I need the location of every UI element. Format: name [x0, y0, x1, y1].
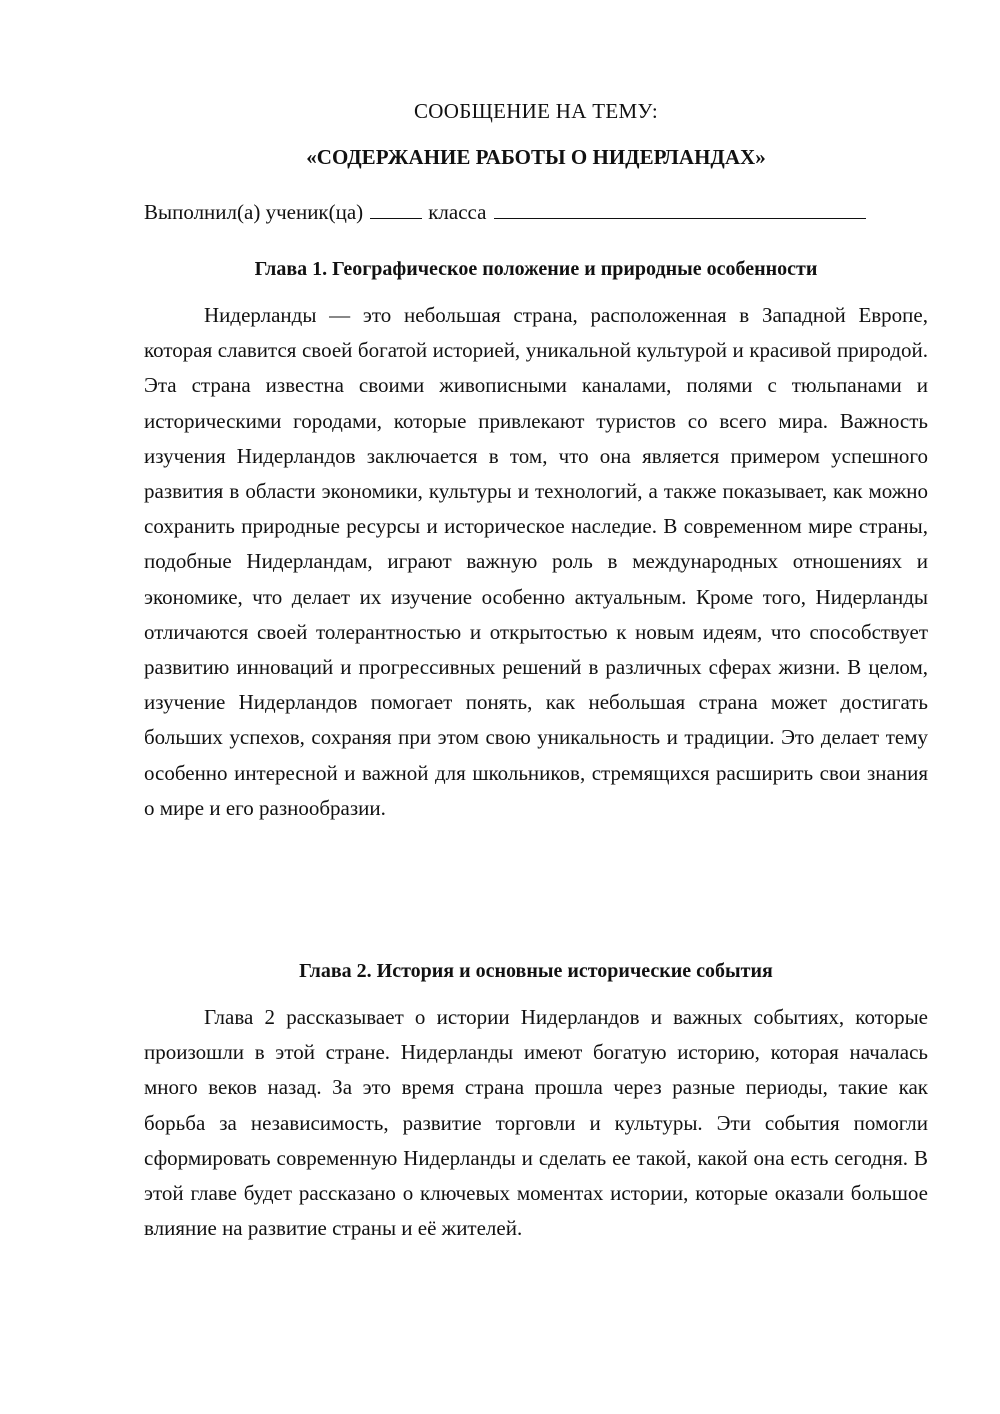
document-title-line-2: «СОДЕРЖАНИЕ РАБОТЫ О НИДЕРЛАНДАХ»: [306, 145, 766, 169]
student-name-blank: [494, 200, 866, 219]
class-number-blank: [370, 200, 422, 219]
document-title-line-1: СООБЩЕНИЕ НА ТЕМУ:: [413, 99, 659, 123]
chapter-1-heading: Глава 1. Географическое положение и природные особенности: [254, 258, 818, 280]
author-line: [144, 200, 928, 224]
class-label: класса: [428, 200, 487, 224]
chapter-2-paragraph: Глава 2 рассказывает о истории Нидерландов и важных событиях, которые произошли в этой стране. Нидерланды имеют богатую историю, которая началась много веков назад. За это время страна прошла через разные периоды, такие как борьба за независимость, развитие торговли и культуры. Эти события помогли сформировать современную Нидерланды и сделать ее такой, какой она есть сегодня. В этой главе будет рассказано о ключевых моментах истории, которые оказали большое влияние на развитие страны и её жителей.: [144, 1005, 928, 1241]
chapter-1-paragraph: Нидерланды — это небольшая страна, расположенная в Западной Европе, которая славится своей богатой историей, уникальной культурой и красивой природой. Эта страна известна своими живописными каналами, полями с тюльпанами и историческими городами, которые привлекают туристов со всего мира. Важность изучения Нидерландов заключается в том, что она является примером успешного развития в области экономики, культуры и технологий, а также показывает, как можно сохранить природные ресурсы и историческое наследие. В современном мире страны, подобные Нидерландам, играют важную роль в международных отношениях и экономике, что делает их изучение особенно актуальным. Кроме того, Нидерланды отличаются своей толерантностью и открытостью к новым идеям, что способствует развитию инноваций и прогрессивных решений в различных сферах жизни. В целом, изучение Нидерландов помогает понять, как небольшая страна может достигать больших успехов, сохраняя при этом свою уникальность и традиции. Это делает тему особенно интересной и важной для школьников, стремящихся расширить свои знания о мире и его разнообразии.: [144, 303, 928, 820]
chapter-2-heading: Глава 2. История и основные исторические события: [299, 960, 773, 982]
author-prefix-label: Выполнил(а) ученик(ца): [144, 200, 364, 224]
